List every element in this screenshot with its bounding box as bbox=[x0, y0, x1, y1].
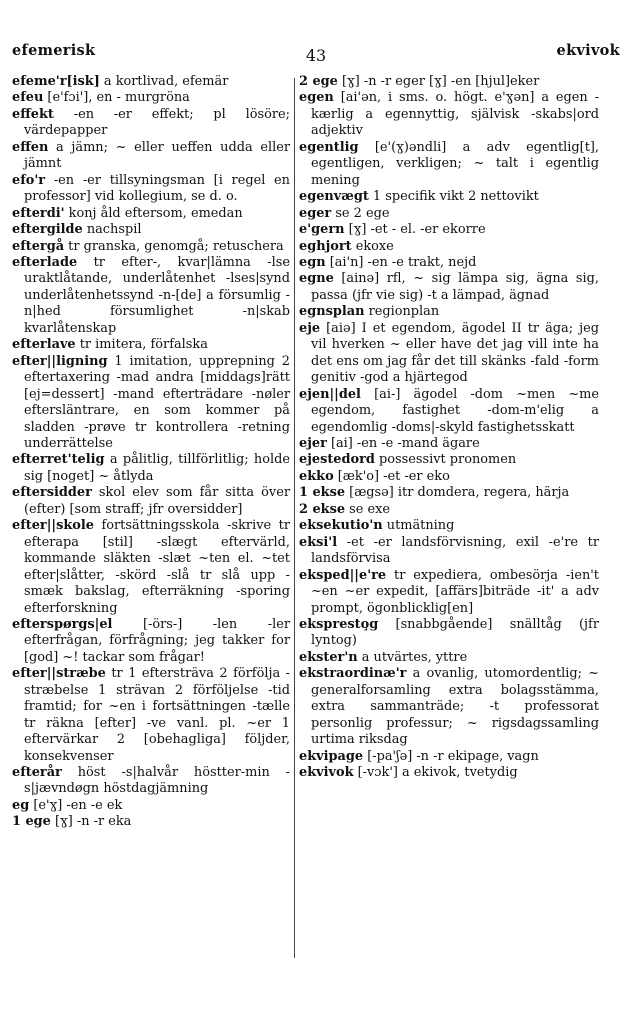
dictionary-entry bbox=[299, 74, 599, 90]
headword: e'gern bbox=[299, 222, 345, 238]
dictionary-entry bbox=[299, 666, 599, 748]
dictionary-entry bbox=[12, 173, 290, 206]
headword: 2 ege bbox=[299, 74, 338, 89]
dictionary-entry bbox=[12, 765, 290, 798]
dictionary-entry bbox=[299, 271, 599, 304]
headword: eftersidder bbox=[12, 485, 92, 501]
definition: tr imitera, förfalska bbox=[75, 337, 208, 353]
dictionary-entry bbox=[299, 617, 599, 650]
definition: tr expediera, ombesörja -ien't ~en ~er expedit, [affärs]biträde -it' a adv prompt, ögonblicklig[en] bbox=[311, 567, 599, 616]
definition: [snabbgående] snälltåg (jfr lyntog) bbox=[311, 616, 599, 649]
definition: ekoxe bbox=[351, 238, 394, 254]
headword: eksi'l bbox=[299, 534, 338, 550]
definition: [aiə] I et egendom, ägodel II tr äga; jeg vil hverken ~ eller have det jag vill inte ha det ens om jag får det till skänks -fald -form genitiv -god a hjärtegod bbox=[311, 320, 599, 386]
dictionary-entry bbox=[12, 90, 290, 106]
dictionary-entry bbox=[12, 798, 290, 814]
definition: [ɣ] -et - el. -er ekorre bbox=[344, 222, 486, 238]
headword: eftergilde bbox=[12, 222, 83, 238]
definition: utmätning bbox=[382, 518, 455, 534]
dictionary-entry bbox=[12, 666, 290, 765]
definition: [e'fɔi'], en - murgröna bbox=[43, 90, 190, 106]
definition: 1 specifik vikt 2 nettovikt bbox=[368, 189, 539, 205]
dictionary-entry bbox=[299, 568, 599, 617]
definition: [ai'ən, i sms. o. högt. e'ɣən] a egen -kærlig a egennyttig, självisk -skabs|ord adjektiv bbox=[311, 90, 599, 139]
headword: efterspørgs|el bbox=[12, 616, 113, 632]
headword: eje bbox=[299, 320, 321, 336]
dictionary-entry bbox=[299, 765, 599, 781]
headword: ejen||del bbox=[299, 386, 361, 402]
definition: possessivt pronomen bbox=[374, 452, 517, 468]
definition: [ægsə] itr domdera, regera, härja bbox=[345, 485, 570, 501]
definition: a kortlivad, efemär bbox=[99, 74, 229, 89]
dictionary-entry bbox=[299, 502, 599, 518]
definition: [æk'o] -et -er eko bbox=[333, 468, 450, 484]
definition: [ai] -en -e -mand ägare bbox=[326, 435, 480, 451]
headword: efterdi' bbox=[12, 205, 65, 221]
headword: ekvivok bbox=[299, 765, 354, 781]
definition: [ai-] ägodel -dom ~men ~me egendom, fastighet -dom-m'elig a egendomlig -doms|-skyld fastighetsskatt bbox=[311, 386, 599, 435]
dictionary-entry bbox=[299, 749, 599, 765]
headword: egn bbox=[299, 254, 326, 270]
headword: efter||ligning bbox=[12, 353, 108, 369]
dictionary-entry bbox=[299, 387, 599, 436]
definition: tr granska, genomgå; retuschera bbox=[64, 238, 284, 254]
definition: [-vɔk'] a ekivok, tvetydig bbox=[353, 765, 518, 781]
definition: [e'ɣ] -en -e ek bbox=[29, 797, 123, 813]
headword: ekster'n bbox=[299, 649, 358, 665]
definition: a pålitlig, tillförlitlig; holde sig [noget] ~ åtlyda bbox=[24, 452, 290, 484]
definition: skol elev som får sitta över (efter) [som straff; jfr oversidder] bbox=[24, 485, 290, 517]
definition: se 2 ege bbox=[331, 205, 390, 221]
headword: eghjort bbox=[299, 238, 352, 254]
definition: höst -s|halvår höstter-min -s|jævndøgn höstdagjämning bbox=[24, 765, 290, 797]
left-guideword: efemerisk bbox=[12, 42, 96, 59]
dictionary-entry bbox=[299, 452, 599, 468]
headword: eftergå bbox=[12, 238, 65, 254]
headword: ekspresto̧g bbox=[299, 616, 379, 632]
headword: ekstraordinæ'r bbox=[299, 666, 407, 682]
dictionary-entry bbox=[299, 535, 599, 568]
headword: egenvægt bbox=[299, 189, 369, 205]
dictionary-entry bbox=[12, 239, 290, 255]
headword: ekvipage bbox=[299, 748, 364, 764]
dictionary-entry bbox=[299, 436, 599, 452]
dictionary-entry bbox=[12, 140, 290, 173]
dictionary-entry bbox=[12, 222, 290, 238]
definition: nachspil bbox=[82, 222, 142, 238]
headword: efter||stræbe bbox=[12, 666, 106, 682]
dictionary-entry bbox=[12, 255, 290, 337]
headword: ejer bbox=[299, 435, 327, 451]
headword: efeme'r[isk] bbox=[12, 74, 100, 89]
headword: effen bbox=[12, 139, 49, 155]
definition: [-pa'ʃə] -n -r ekipage, vagn bbox=[363, 748, 539, 764]
headword: 1 ege bbox=[12, 814, 51, 830]
headword: egnsplan bbox=[299, 304, 365, 320]
headword: efter||skole bbox=[12, 518, 94, 534]
right-column bbox=[299, 74, 599, 781]
page-header bbox=[12, 42, 620, 65]
headword: efo'r bbox=[12, 172, 46, 188]
headword: eger bbox=[299, 205, 332, 221]
definition: tr efter-, kvar|lämna -lse uraktlåtande, underlåtenhet -lses|synd underlåtenhetssynd -n-[de] a försumlig -n|hed försumlighet -n|skab kvarlåtenskap bbox=[24, 254, 290, 336]
right-guideword: ekvivok bbox=[556, 42, 620, 59]
definition: se exe bbox=[345, 501, 391, 517]
definition: regionplan bbox=[364, 304, 440, 320]
dictionary-entry bbox=[299, 189, 599, 205]
definition: [-örs-] -len -ler efterfrågan, förfrågning; jeg takker for [god] ~! tackar som frågar! bbox=[24, 616, 290, 665]
page-number: 43 bbox=[305, 46, 327, 65]
dictionary-entry bbox=[12, 485, 290, 518]
headword: efeu bbox=[12, 90, 44, 106]
left-column bbox=[12, 74, 290, 831]
dictionary-entry bbox=[299, 518, 599, 534]
dictionary-entry bbox=[12, 354, 290, 453]
dictionary-entry bbox=[299, 469, 599, 485]
definition: [ɣ] -n -r eka bbox=[50, 814, 132, 830]
definition: tr 1 eftersträva 2 förfölja -stræbelse 1 strävan 2 förföljelse -tid framtid; for ~en i fortsättningen -tælle tr räkna [efter] -ve vanl. pl. ~er 1 eftervärkar 2 [obehagliga] följder, konsekvenser bbox=[24, 666, 290, 764]
dictionary-entry bbox=[299, 239, 599, 255]
dictionary-entry bbox=[12, 452, 290, 485]
definition: -en -er tillsyningsman [i regel en professor] vid kollegium, se d. o. bbox=[24, 172, 290, 205]
dictionary-entry bbox=[12, 814, 290, 830]
headword: efterlade bbox=[12, 254, 78, 270]
dictionary-entry bbox=[12, 617, 290, 666]
dictionary-entry bbox=[299, 206, 599, 222]
headword: ejestedord bbox=[299, 452, 375, 468]
headword: egentlig bbox=[299, 139, 359, 155]
definition: a jämn; ~ eller ueffen udda eller jämnt bbox=[24, 139, 290, 172]
dictionary-entry bbox=[299, 255, 599, 271]
definition: -en -er effekt; pl lösöre; värdepapper bbox=[24, 106, 290, 139]
dictionary-entry bbox=[12, 518, 290, 617]
definition: [ɣ] -n -r eger [ɣ] -en [hjul]eker bbox=[337, 74, 540, 89]
dictionary-entry bbox=[299, 485, 599, 501]
headword: egen bbox=[299, 90, 334, 106]
dictionary-entry bbox=[299, 90, 599, 139]
dictionary-entry bbox=[299, 304, 599, 320]
headword: egne bbox=[299, 271, 334, 287]
headword: ekko bbox=[299, 468, 334, 484]
headword: eg bbox=[12, 797, 30, 813]
definition: 1 imitation, upprepning 2 eftertaxering -mad andra [middags]rätt [ej=dessert] -mand efterträdare -nøler eftersläntrare, en som kommer på sladden -prøve tr kontrollera -retning underrättelse bbox=[24, 353, 290, 451]
definition: -et -er landsförvisning, exil -e're tr landsförvisa bbox=[311, 534, 599, 567]
column-divider bbox=[294, 78, 295, 958]
definition: fortsättningsskola -skrive tr efterapa [stil] -slægt eftervärld, kommande släkten -slæt ~ten el. ~tet efter|slåtter, -skörd -slå tr slå upp -smæk bakslag, efterräkning -sporing efterforskning bbox=[24, 518, 290, 616]
headword: eksekutio'n bbox=[299, 518, 383, 534]
definition: [ainə] rfl, ~ sig lämpa sig, ägna sig, passa (jfr vie sig) -t a lämpad, ägnad bbox=[311, 271, 599, 303]
headword: effekt bbox=[12, 106, 54, 122]
dictionary-entry bbox=[12, 74, 290, 90]
headword: efterlave bbox=[12, 337, 76, 353]
headword: efterret'telig bbox=[12, 452, 105, 468]
definition: [e'(ɣ)əndli] a adv egentlig[t], egentligen, verkligen; ~ talt i egentlig mening bbox=[311, 139, 599, 188]
headword: eksped||e're bbox=[299, 567, 387, 583]
dictionary-entry bbox=[299, 222, 599, 238]
dictionary-entry bbox=[12, 337, 290, 353]
definition: [ai'n] -en -e trakt, nejd bbox=[325, 254, 477, 270]
headword: efterår bbox=[12, 765, 62, 781]
definition: a utvärtes, yttre bbox=[357, 649, 468, 665]
headword: 1 ekse bbox=[299, 485, 346, 501]
headword: 2 ekse bbox=[299, 501, 346, 517]
dictionary-entry bbox=[12, 107, 290, 140]
definition: a ovanlig, utomordentlig; ~ generalforsamling extra bolagsstämma, extra sammanträde; -t professorat personlig professur; ~ rigsdagssamling urtima riksdag bbox=[311, 666, 599, 748]
dictionary-entry bbox=[299, 321, 599, 387]
dictionary-entry bbox=[299, 650, 599, 666]
definition: konj åld eftersom, emedan bbox=[64, 205, 243, 221]
dictionary-entry bbox=[299, 140, 599, 189]
dictionary-entry bbox=[12, 206, 290, 222]
